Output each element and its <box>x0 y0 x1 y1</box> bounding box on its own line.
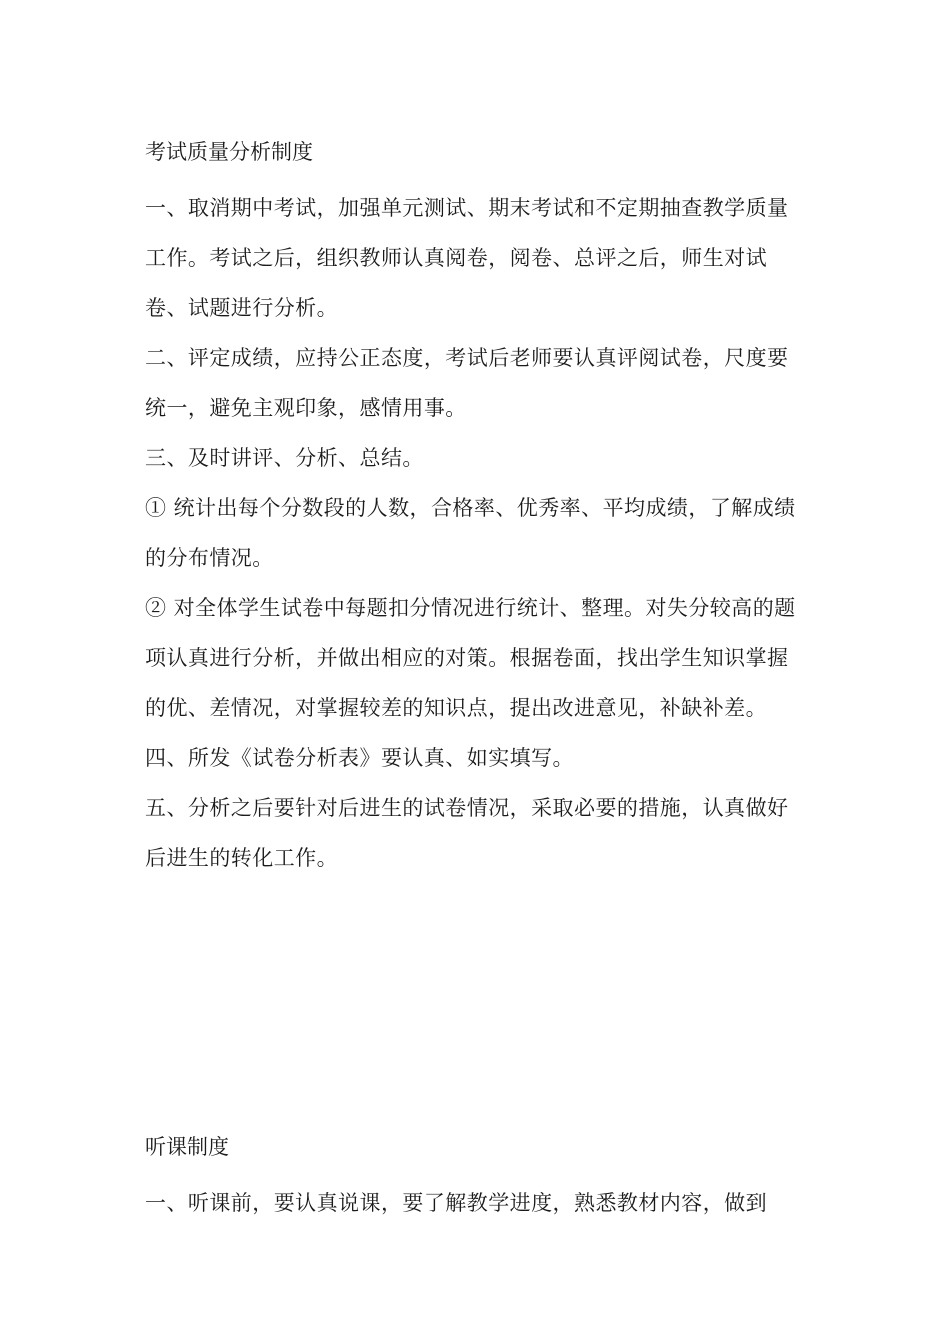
paragraph: 二、评定成绩，应持公正态度，考试后老师要认真评阅试卷，尺度要统一，避免主观印象，感情用事。 <box>145 346 789 420</box>
paragraph: 五、分析之后要针对后进生的试卷情况，采取必要的措施，认真做好后进生的转化工作。 <box>145 796 789 870</box>
paragraph: 一、取消期中考试，加强单元测试、期末考试和不定期抽查教学质量工作。考试之后，组织教师认真阅卷，阅卷、总评之后，师生对试卷、试题进行分析。 <box>145 196 789 320</box>
paragraph: 四、所发《试卷分析表》要认真、如实填写。 <box>145 746 574 770</box>
paragraph: ② 对全体学生试卷中每题扣分情况进行统计、整理。对失分较高的题项认真进行分析，并做出相应的对策。根据卷面，找出学生知识掌握的优、差情况，对掌握较差的知识点，提出改进意见，补缺补差。 <box>145 596 796 720</box>
paragraph: 三、及时讲评、分析、总结。 <box>145 446 424 470</box>
section-title: 听课制度 <box>145 1135 229 1159</box>
lesson-observation-section <box>145 1128 807 1228</box>
exam-quality-analysis-section <box>145 133 807 883</box>
section-title: 考试质量分析制度 <box>145 140 313 164</box>
paragraph: 一、听课前，要认真说课，要了解教学进度，熟悉教材内容，做到 <box>145 1191 768 1215</box>
paragraph: ① 统计出每个分数段的人数，合格率、优秀率、平均成绩，了解成绩的分布情况。 <box>145 496 796 570</box>
